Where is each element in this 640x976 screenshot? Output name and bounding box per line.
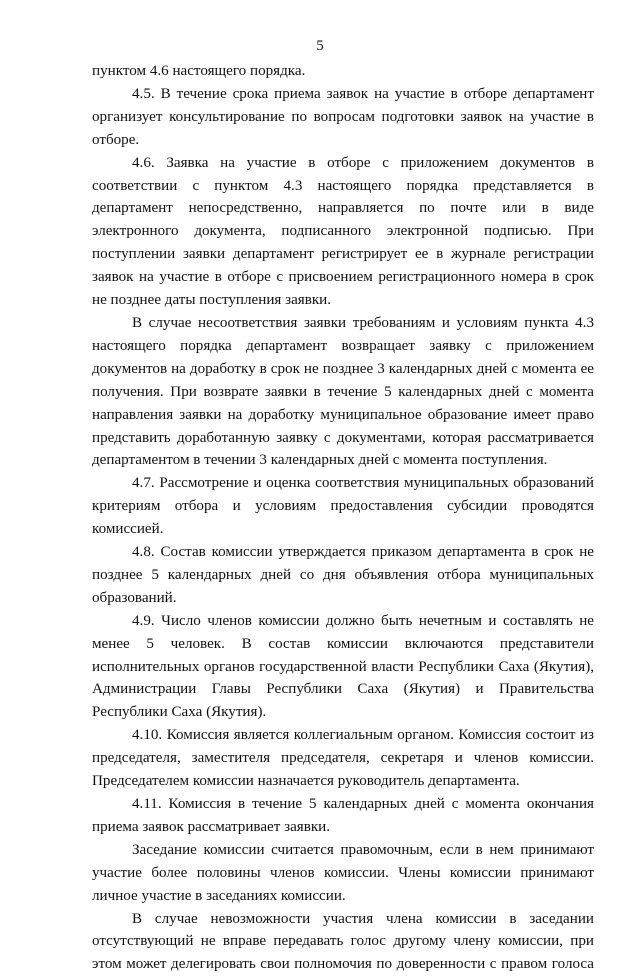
paragraph-4-8: 4.8. Состав комиссии утверждается приказом департамента в срок не позднее 5 календарных дней со дня объявления отбора муниципальных образований. <box>92 544 594 606</box>
paragraph-4-6: 4.6. Заявка на участие в отборе с приложением документов в соответствии с пунктом 4.3 настоящего порядка представляется в департамент непосредственно, направляется по почте или в виде электронного документа, подписанного электронной подписью. При поступлении заявки департамент регистрирует ее в журнале регистрации заявок на участие в отборе с присвоением регистрационного номера в срок не позднее даты поступления заявки. <box>92 154 594 309</box>
paragraph-quorum: Заседание комиссии считается правомочным, если в нем принимают участие более половины членов комиссии. Члены комиссии принимают личное участие в заседаниях комиссии. <box>92 841 594 904</box>
paragraph-4-9: 4.9. Число членов комиссии должно быть нечетным и составлять не менее 5 человек. В состав комиссии включаются представители исполнительных органов государственной власти Республики Саха (Якутия), Администрации Главы Республики Саха (Якутия) и Правительства Республики Саха (Якутия). <box>92 612 594 721</box>
page-number: 5 <box>316 38 324 54</box>
paragraph-4-5: 4.5. В течение срока приема заявок на участие в отборе департамент организует консультирование по вопросам подготовки заявок на участие в отборе. <box>92 85 594 148</box>
paragraph-4-6-nonconformity: В случае несоответствия заявки требованиям и условиям пункта 4.3 настоящего порядка департамент возвращает заявку с приложением документов на доработку в срок не позднее 3 календарных дней с момента ее получения. При возврате заявки в течение 5 календарных дней с момента направления заявки на доработку муниципальное образование имеет право представить доработанную заявку с документами, которая рассматривается департаментом в течении 3 календарных дней с момента поступления. <box>92 314 594 469</box>
paragraph-4-10: 4.10. Комиссия является коллегиальным органом. Комиссия состоит из председателя, заместителя председателя, секретаря и членов комиссии. Председателем комиссии назначается руководитель департамента. <box>92 727 594 790</box>
paragraph-4-7: 4.7. Рассмотрение и оценка соответствия муниципальных образований критериям отбора и условиям предоставления субсидии проводятся комиссией. <box>92 475 594 538</box>
paragraph-4-11: 4.11. Комиссия в течение 5 календарных дней с момента окончания приема заявок рассматривает заявки. <box>92 796 594 835</box>
paragraph-continuation: пунктом 4.6 настоящего порядка. <box>92 63 306 79</box>
document-body <box>92 60 594 976</box>
paragraph-absence-delegation: В случае невозможности участия члена комиссии в заседании отсутствующий не вправе передавать голос другому члену комиссии, при этом может делегировать свои полномочия по доверенности с правом голоса <box>92 910 594 973</box>
